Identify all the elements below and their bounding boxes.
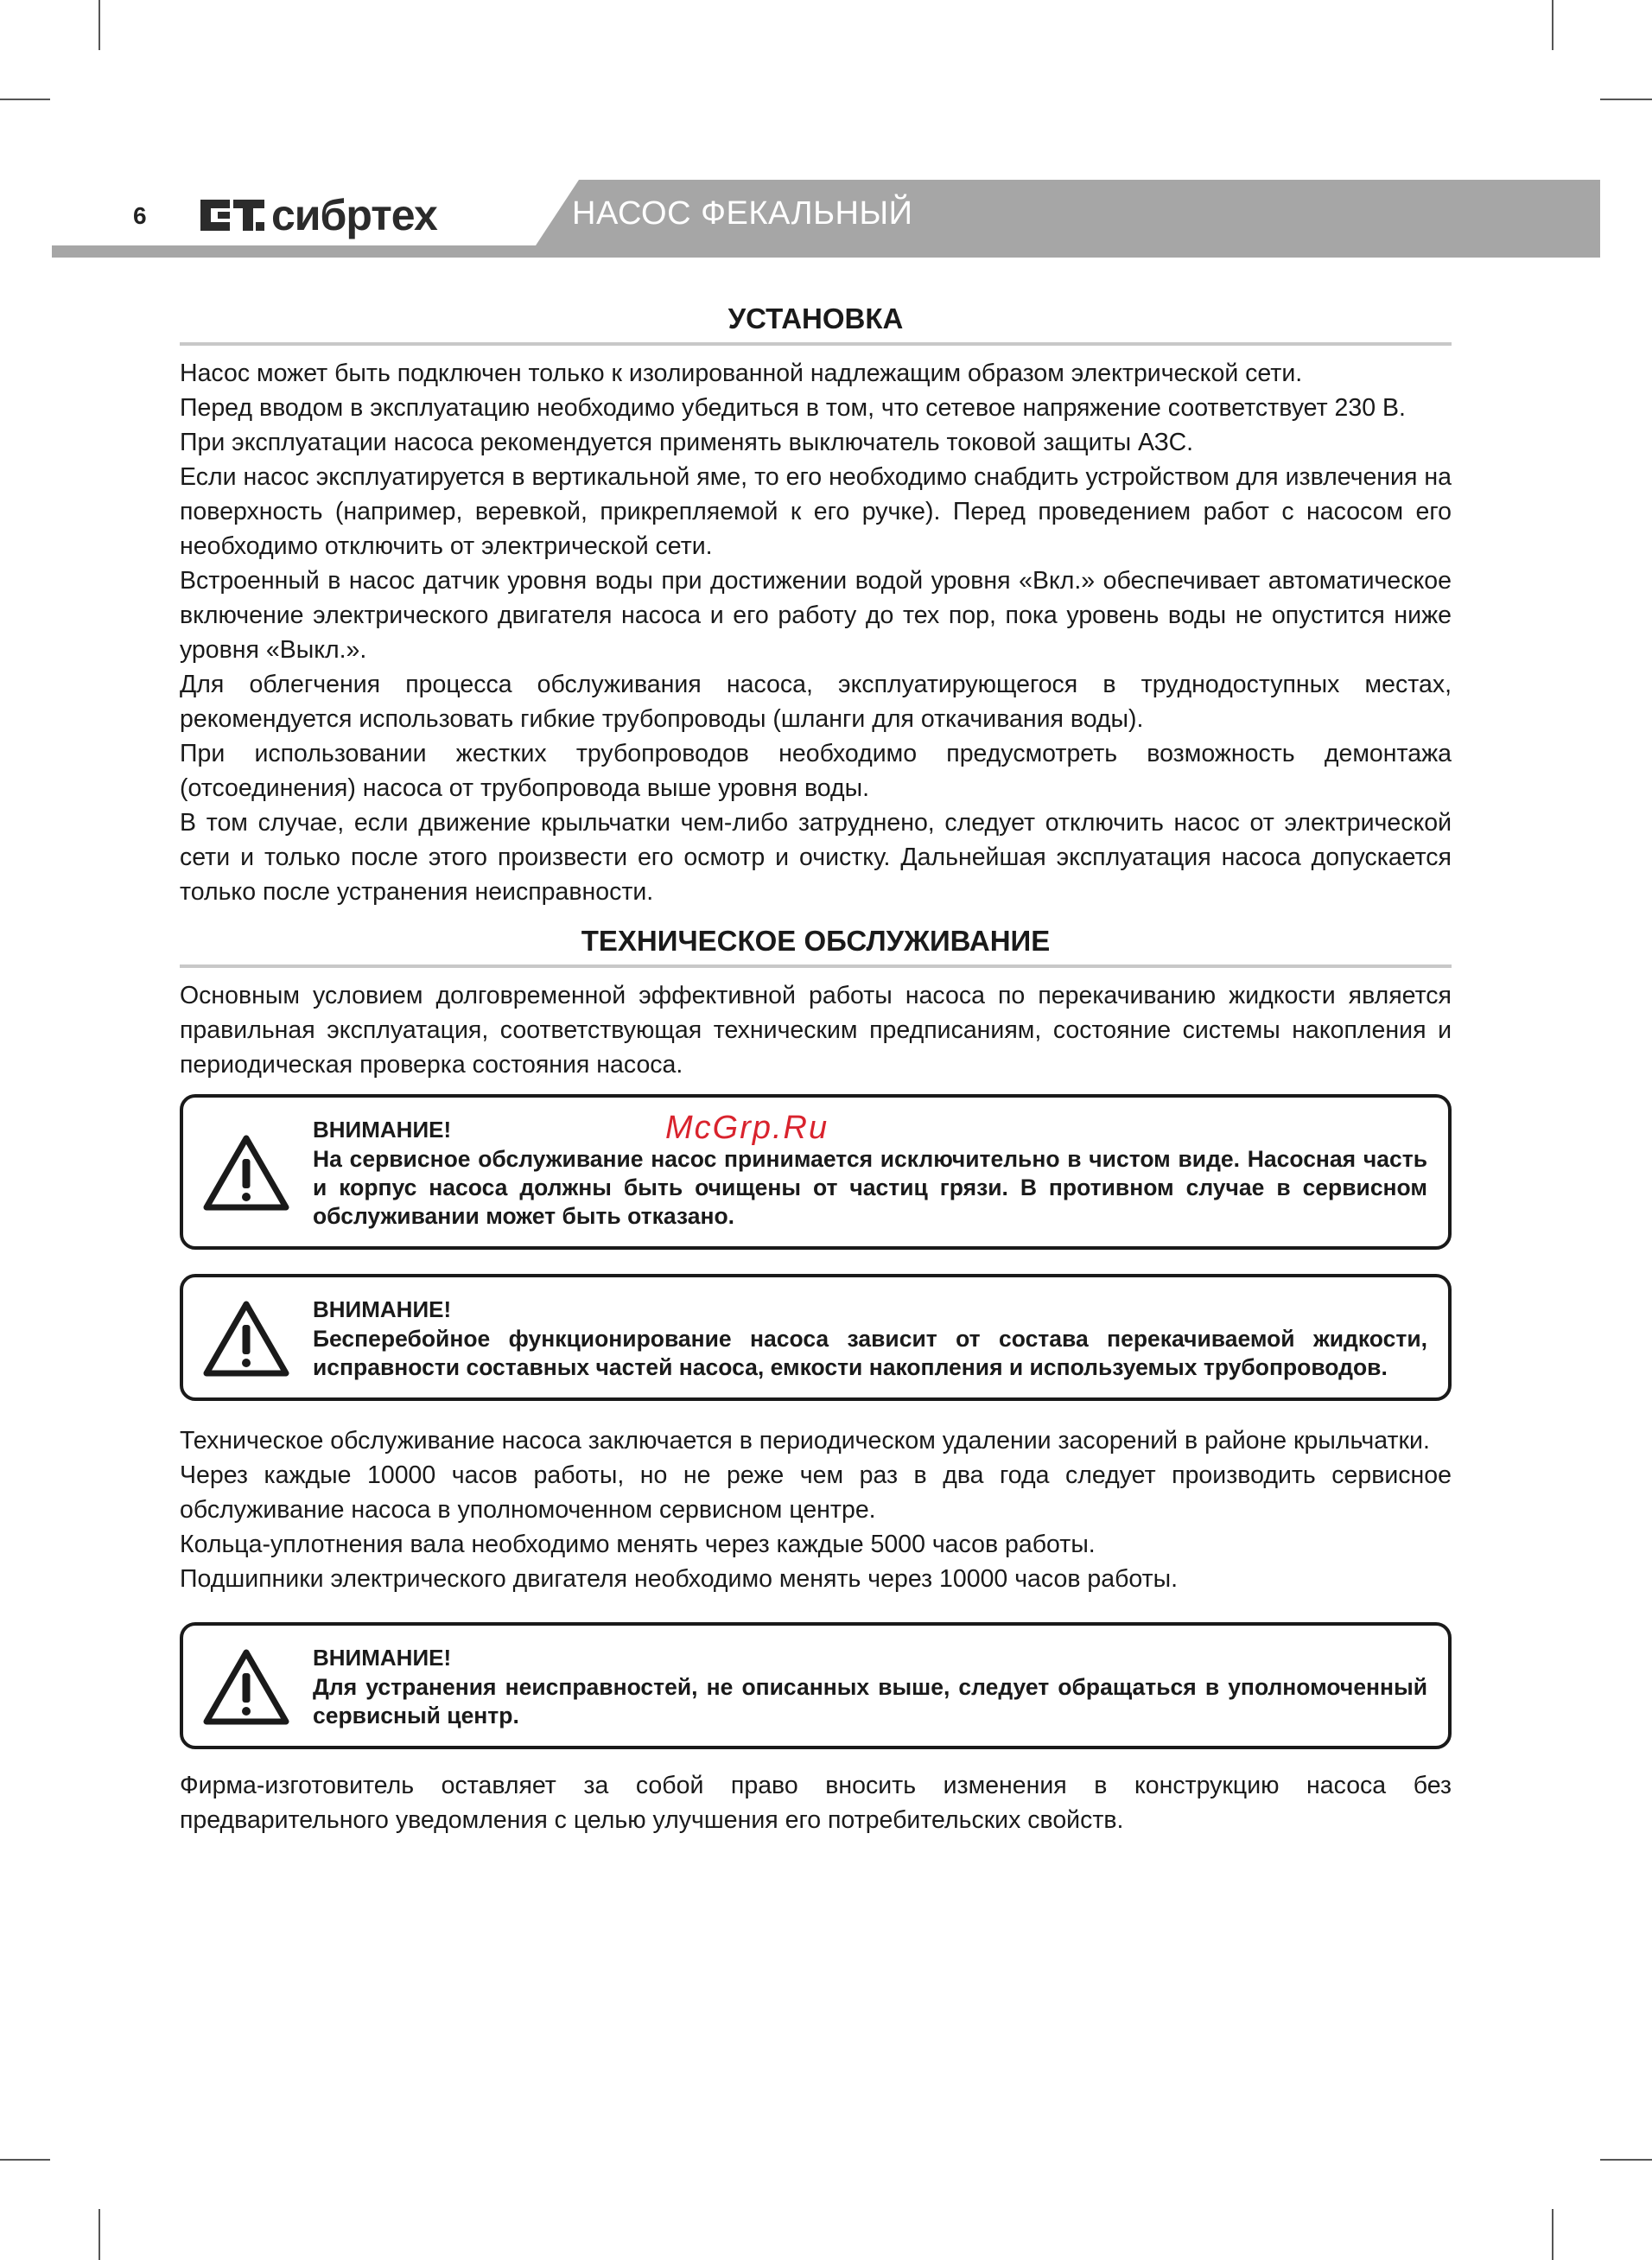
warning-heading: ВНИМАНИЕ!	[313, 1117, 452, 1143]
maintenance-paragraph: Подшипники электрического двигателя необходимо менять через 10000 часов работы.	[180, 1565, 1179, 1593]
warning-icon	[199, 1299, 294, 1380]
closing-paragraph: Фирма-изготовитель оставляет за собой право вносить изменения в конструкцию насоса без предварительного уведомления с целью улучшения его потребительских свойств.	[180, 1772, 1452, 1834]
warning-icon	[199, 1647, 294, 1728]
installation-paragraph: В том случае, если движение крыльчатки чем-либо затруднено, следует отключить насос от электрической сети и только после этого произвести его осмотр и очистку. Дальнейшая эксплуатация насоса допускается только после устранения неисправности.	[180, 809, 1452, 906]
crop-mark	[0, 2159, 50, 2161]
warning-icon	[199, 1133, 294, 1214]
installation-paragraph: При использовании жестких трубопроводов необходимо предусмотреть возможность демонтажа (отсоединения) насоса от трубопровода выше уровня воды.	[180, 740, 1452, 802]
warning-box	[180, 1622, 1452, 1749]
installation-paragraph: При эксплуатации насоса рекомендуется применять выключатель токовой защиты АЗС.	[180, 429, 1194, 456]
installation-paragraph: Если насос эксплуатируется в вертикальной яме, то его необходимо снабдить устройством для извлечения на поверхность (например, веревкой, прикрепляемой к его ручке). Перед проведением работ с насосом его необходимо отключить от электрической сети.	[180, 463, 1452, 560]
page-content	[180, 302, 1452, 1837]
warning-heading: ВНИМАНИЕ!	[313, 1645, 452, 1671]
maintenance-intro: Основным условием долговременной эффективной работы насоса по перекачиванию жидкости является правильная эксплуатация, соответствующая техническим предписаниям, состояние системы накопления и периодическая проверка состояния насоса.	[180, 982, 1452, 1079]
installation-body	[180, 356, 1452, 909]
crop-mark	[98, 0, 100, 50]
crop-mark	[1600, 2159, 1652, 2161]
installation-paragraph: Встроенный в насос датчик уровня воды при достижении водой уровня «Вкл.» обеспечивает автоматическое включение электрического двигателя насоса и его работу до тех пор, пока уровень воды не опустится ниже уровня «Выкл.».	[180, 567, 1452, 664]
installation-paragraph: Перед вводом в эксплуатацию необходимо убедиться в том, что сетевое напряжение соответствует 230 В.	[180, 394, 1406, 422]
maintenance-paragraph: Через каждые 10000 часов работы, но не реже чем раз в два года следует производить сервисное обслуживание насоса в уполномоченном сервисном центре.	[180, 1461, 1452, 1524]
crop-mark	[0, 99, 50, 100]
maintenance-title: ТЕХНИЧЕСКОЕ ОБСЛУЖИВАНИЕ	[180, 925, 1452, 968]
warning-box	[180, 1274, 1452, 1401]
watermark: McGrp.Ru	[665, 1110, 829, 1146]
crop-mark	[98, 2209, 100, 2260]
warning-text: На сервисное обслуживание насос принимается исключительно в чистом виде. Насосная часть и корпус насоса должны быть очищены от частиц грязи. В противном случае в сервисном обслуживании может быть отказано.	[313, 1146, 1427, 1229]
logo-mark-icon	[195, 194, 268, 236]
installation-title: УСТАНОВКА	[180, 302, 1452, 346]
crop-mark	[1552, 2209, 1554, 2260]
logo-text: сибртех	[271, 191, 437, 239]
crop-mark	[1600, 99, 1652, 100]
maintenance-paragraph: Техническое обслуживание насоса заключается в периодическом удалении засорений в районе крыльчатки.	[180, 1427, 1430, 1455]
maintenance-paragraph: Кольца-уплотнения вала необходимо менять через каждые 5000 часов работы.	[180, 1531, 1096, 1558]
warning-text: Для устранения неисправностей, не описанных выше, следует обращаться в уполномоченный сервисный центр.	[313, 1674, 1427, 1728]
installation-paragraph: Для облегчения процесса обслуживания насоса, эксплуатирующегося в труднодоступных местах, рекомендуется использовать гибкие трубопроводы (шланги для откачивания воды).	[180, 671, 1452, 733]
page-number: 6	[133, 202, 147, 229]
warning-heading: ВНИМАНИЕ!	[313, 1296, 452, 1322]
brand-logo	[195, 188, 437, 242]
installation-paragraph: Насос может быть подключен только к изолированной надлежащим образом электрической сети.	[180, 360, 1303, 387]
maintenance-body	[180, 1423, 1452, 1596]
header-title: НАСОС ФЕКАЛЬНЫЙ	[572, 195, 913, 232]
warning-text: Бесперебойное функционирование насоса зависит от состава перекачиваемой жидкости, исправности составных частей насоса, емкости накопления и используемых трубопроводов.	[313, 1326, 1427, 1380]
crop-mark	[1552, 0, 1554, 50]
warning-box	[180, 1094, 1452, 1250]
